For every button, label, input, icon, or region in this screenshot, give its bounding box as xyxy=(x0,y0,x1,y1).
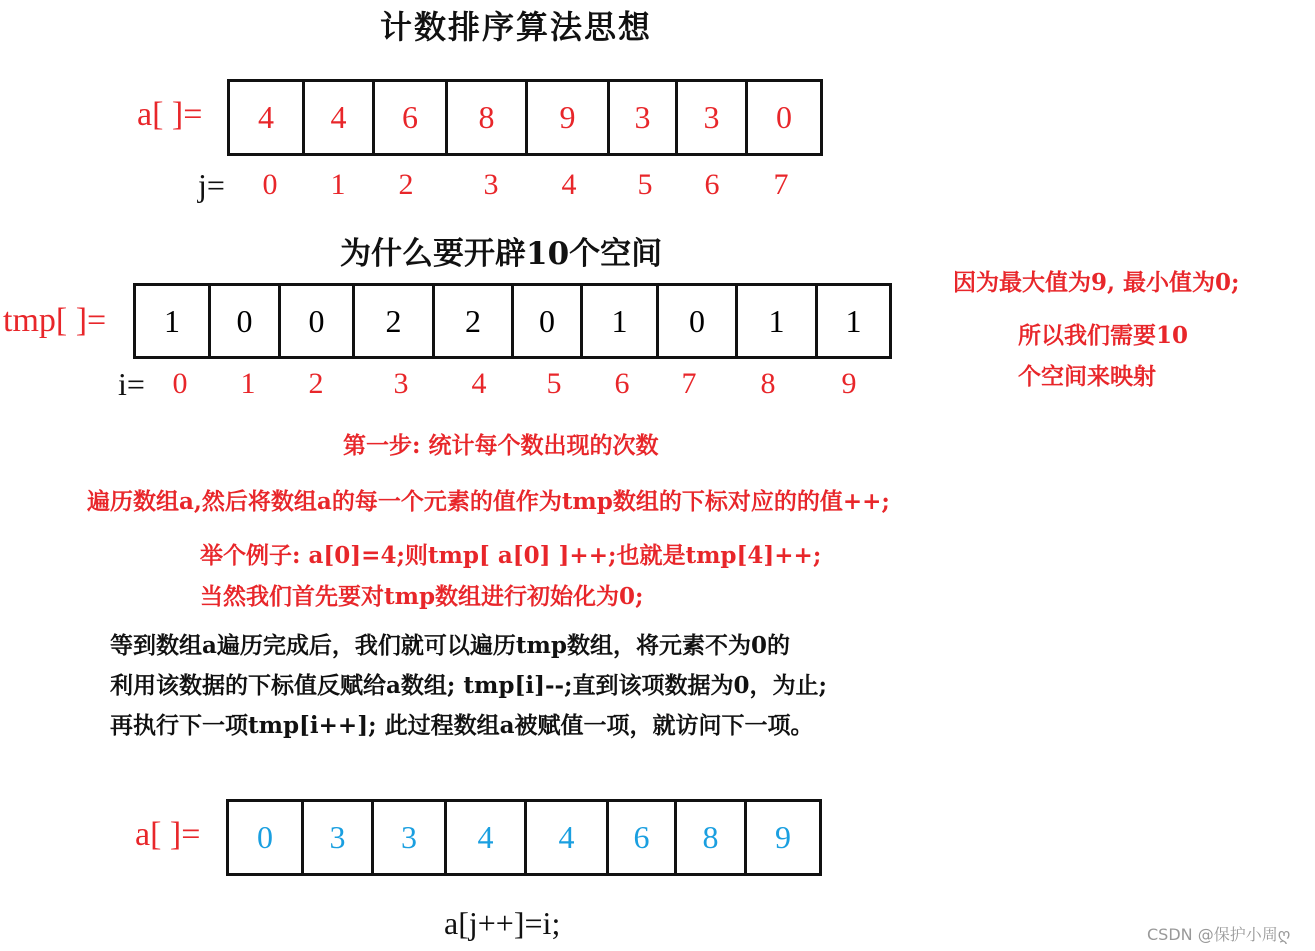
array-tmp-index: 5 xyxy=(546,367,562,400)
array-a-index: 4 xyxy=(561,168,577,201)
array-a-index: 2 xyxy=(398,168,414,201)
array-tmp-index: 6 xyxy=(614,367,630,400)
array-tmp-index: 0 xyxy=(172,367,188,400)
array-a-index: 0 xyxy=(262,168,278,201)
array-result-cell: 3 xyxy=(304,802,374,873)
array-tmp-cell: 2 xyxy=(355,286,435,356)
array-tmp-cell: 1 xyxy=(845,302,862,339)
array-a-cell: 6 xyxy=(375,82,448,153)
array-tmp-index: 3 xyxy=(393,367,409,400)
array-result-cell: 9 xyxy=(775,819,791,855)
array-a-index: 7 xyxy=(773,168,789,201)
paragraph-line2: 利用该数据的下标值反赋给a数组; tmp[i]--;直到该项数据为0，为止; xyxy=(110,672,828,699)
array-result-cell: 0 xyxy=(229,802,304,873)
array-tmp-cell: 2 xyxy=(435,286,514,356)
array-result-cell: 6 xyxy=(609,802,677,873)
array-a-index: 6 xyxy=(704,168,720,201)
array-tmp-cell: 1 xyxy=(136,286,211,356)
example-line2: 当然我们首先要对tmp数组进行初始化为0; xyxy=(200,583,644,610)
array-tmp-index: 2 xyxy=(308,367,324,400)
array-a-index: 3 xyxy=(483,168,499,201)
array-result-label: a[ ]= xyxy=(135,816,201,853)
array-tmp-index-label: i= xyxy=(118,366,145,402)
array-a-index-label: j= xyxy=(198,167,225,203)
array-a-label: a[ ]= xyxy=(137,96,203,133)
array-tmp-cell: 0 xyxy=(211,286,281,356)
example-line1: 举个例子: a[0]=4;则tmp[ a[0] ]++;也就是tmp[4]++; xyxy=(200,542,822,569)
step1-text: 第一步: 统计每个数出现的次数 xyxy=(343,432,659,459)
assign-statement: a[j++]=i; xyxy=(444,905,561,941)
array-a-cell: 8 xyxy=(448,82,528,153)
array-result-cell: 4 xyxy=(527,802,609,873)
side-note-line2: 所以我们需要10 xyxy=(1018,322,1189,349)
array-a-cell: 3 xyxy=(678,82,748,153)
array-tmp-index: 9 xyxy=(841,367,857,400)
array-tmp-cell: 0 xyxy=(514,286,583,356)
array-tmp xyxy=(133,283,892,359)
array-a-cell: 4 xyxy=(230,82,305,153)
array-result-cell: 3 xyxy=(374,802,447,873)
array-a-cell: 9 xyxy=(528,82,610,153)
array-result-cell: 8 xyxy=(677,802,747,873)
array-a-cell: 4 xyxy=(305,82,375,153)
side-note-line3: 个空间来映射 xyxy=(1018,363,1156,390)
array-tmp-index: 8 xyxy=(760,367,776,400)
array-a-cell: 3 xyxy=(610,82,678,153)
array-result-cell: 4 xyxy=(447,802,527,873)
array-a-cell: 0 xyxy=(776,99,792,135)
question-heading: 为什么要开辟10个空间 xyxy=(340,236,663,272)
array-a-index: 5 xyxy=(637,168,653,201)
array-tmp-cell: 0 xyxy=(281,286,355,356)
side-note-line1: 因为最大值为9, 最小值为0; xyxy=(953,269,1240,296)
array-tmp-cell: 1 xyxy=(738,286,818,356)
array-a-index: 1 xyxy=(330,168,346,201)
array-tmp-index: 1 xyxy=(240,367,256,400)
page-title: 计数排序算法思想 xyxy=(380,8,653,46)
array-tmp-cell: 0 xyxy=(659,286,738,356)
traverse-text: 遍历数组a,然后将数组a的每一个元素的值作为tmp数组的下标对应的的值++; xyxy=(87,488,890,515)
paragraph-line3: 再执行下一项tmp[i++]; 此过程数组a被赋值一项，就访问下一项。 xyxy=(110,712,814,739)
array-tmp-label: tmp[ ]= xyxy=(3,302,107,339)
paragraph-line1: 等到数组a遍历完成后，我们就可以遍历tmp数组，将元素不为0的 xyxy=(110,632,790,659)
array-result xyxy=(226,799,822,876)
array-tmp-cell: 1 xyxy=(583,286,659,356)
array-tmp-index: 4 xyxy=(471,367,487,400)
array-tmp-index: 7 xyxy=(681,367,697,400)
watermark: CSDN @保护小周ღ xyxy=(1147,925,1291,944)
array-a xyxy=(227,79,823,156)
